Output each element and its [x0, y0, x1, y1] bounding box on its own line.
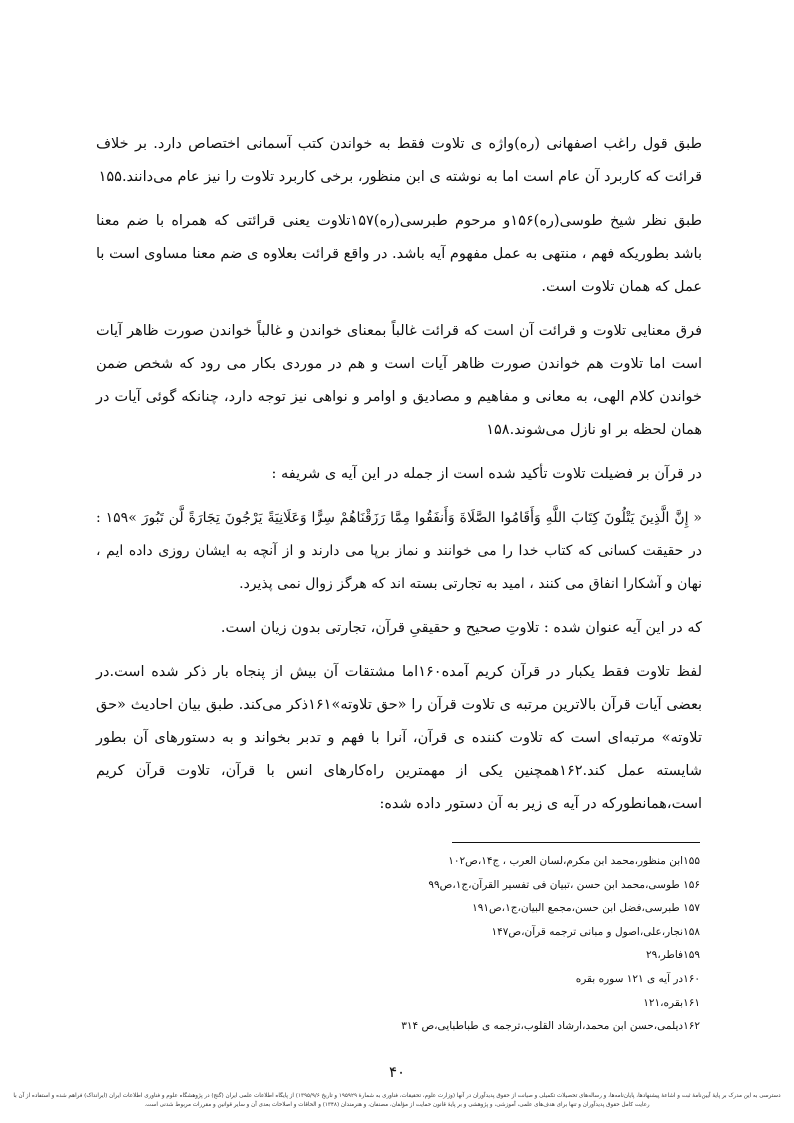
paragraph-verse-conclusion: که در این آیه عنوان شده : تلاوتِ صحیح و حقیقیِ قرآن، تجارتی بدون زیان است. [220, 620, 702, 636]
paragraph-quran-verse: « إِنَّ الَّذِينَ يَتْلُونَ كِتَابَ اللَّهِ وَأَقَامُوا الصَّلَاةَ وَأَنفَقُوا مِمَّا رَزَقْنَاهُمْ سِرًّا وَعَلَانِيَةً يَرْجُونَ تِجَارَةً لَّن تَبُورَ »۱۵۹ : در حقیقت کسانی که کتاب خدا را می خوانند و نماز برپا می دارند و از آنچه به ایشان روزی داده ایم ، نهان و آشکارا انفاق می کنند ، امید به تجارتی بسته اند که هرگز زوال نمی پذیرد. [96, 510, 702, 592]
footnote-155: ۱۵۵ابن منظور،محمد ابن مکرم،لسان العرب ، ج۱۴،ص۱۰۲ [448, 855, 700, 867]
paragraph-semantic-difference: فرق معنایی تلاوت و قرائت آن است که قرائت غالباً بمعنای خواندن و غالباً خواندن صورت ظاهر آیات است اما تلاوت هم خواندن صورت ظاهر آیات است و هم در موردی بکار می رود که شخص ضمن خواندن کلام الهی، به معانی و مفاهیم و مصادیق و اوامر و نواهی نیز توجه دارد، چنانکه گوئی آیات در همان لحظه بر او نازل می‌شوند.۱۵۸ [96, 323, 702, 438]
footnote-158: ۱۵۸نجار،علی،اصول و مبانی ترجمه قرآن،ص۱۴۷ [491, 925, 700, 938]
footnote-162: ۱۶۲دیلمی،حسن ابن محمد،ارشاد القلوب،ترجمه ی طباطبایی،ص ۳۱۴ [401, 1020, 700, 1033]
footnote-161: ۱۶۱بقره،۱۲۱ [643, 996, 700, 1009]
footnotes [370, 850, 700, 1039]
copyright-notice: دسترسی به این مدرک بر پایهٔ آیین‌نامهٔ ثبت و اشاعهٔ پیشنهادها، پایان‌نامه‌ها، و رساله‌های تحصیلات تکمیلی و صیانت از حقوق پدیدآوران در آنها (وزارت علوم، تحقیقات، فناوری به شمارهٔ ۱۹۵۹۲۹ و تاریخ ۱۳۹۵/۹/۶) از پایگاه اطلاعات علمی ایران (گنج) در پژوهشگاه علوم و فناوری اطلاعات ایران (ایرانداک) فراهم شده و استفاده از آن با رعایت کامل حقوق پدیدآوران و تنها برای هدف‌های علمی، آموزشی، و پژوهشی و بر پایهٔ قانون حمایت از مؤلفان، مصنفان، و هنرمندان (۱۳۴۸) و الحاقات و اصلاحات بعدی آن و سایر قوانین و مقررات مربوط شدنی است. [13, 1093, 781, 1108]
paragraph-tusi-view: طبق نظر شیخ طوسی(ره)۱۵۶و مرحوم طبرسی(ره)۱۵۷تلاوت یعنی قرائتی که همراه با ضم معنا باشد بطوریکه فهم ، منتهی به عمل مفهوم آیه باشد. در واقع قرائت بعلاوه ی ضم معنا مساوی است با عمل که همان تلاوت است. [96, 213, 703, 295]
paragraph-tilawat-definition: طبق قول راغب اصفهانی (ره)واژه ی تلاوت فقط به خواندن کتب آسمانی اختصاص دارد. بر خلاف قرائت که کاربرد آن عام است اما به نوشته ی ابن منظور، برخی کاربرد تلاوت را نیز عام می‌دانند.۱۵۵ [96, 136, 702, 185]
footnote-156: ۱۵۶ طوسی،محمد ابن حسن ،تبیان فی تفسیر القرآن،ج۱،ص۹۹ [428, 878, 700, 891]
footnote-159: ۱۵۹فاطر،۲۹ [646, 949, 700, 962]
footnote-157: ۱۵۷ طبرسی،فضل ابن حسن،مجمع البیان،ج۱،ص۱۹۱ [472, 902, 700, 915]
footnote-160: ۱۶۰در آیه ی ۱۲۱ سوره بقره [575, 972, 700, 985]
paragraph-virtue-intro: در قرآن بر فضیلت تلاوت تأکید شده است از جمله در این آیه ی شریفه : [271, 466, 702, 482]
paragraph-haqq-tilawatih: لفظ تلاوت فقط یکبار در قرآن کریم آمده۱۶۰اما مشتقات آن بیش از پنجاه بار ذکر شده است.در بعضی آیات قرآن بالاترین مرتبه ی تلاوت قرآن را «حق تلاوته»۱۶۱ذکر می‌کند. طبق بیان احادیث «حق تلاوته» مرتبه‌ای است که تلاوت کننده ی قرآن، آنرا با فهم و تدبر بخواند و به دستورهای آن بطور شایسته عمل کند.۱۶۲همچنین یکی از مهمترین راه‌کارهای انس با قرآن، تلاوت قرآن کریم است،همانطورکه در آیه ی زیر به آن دستور داده شده: [96, 664, 703, 812]
page-number: ۴۰ [388, 1063, 406, 1081]
footnote-separator [452, 842, 700, 843]
body-text [96, 128, 702, 832]
